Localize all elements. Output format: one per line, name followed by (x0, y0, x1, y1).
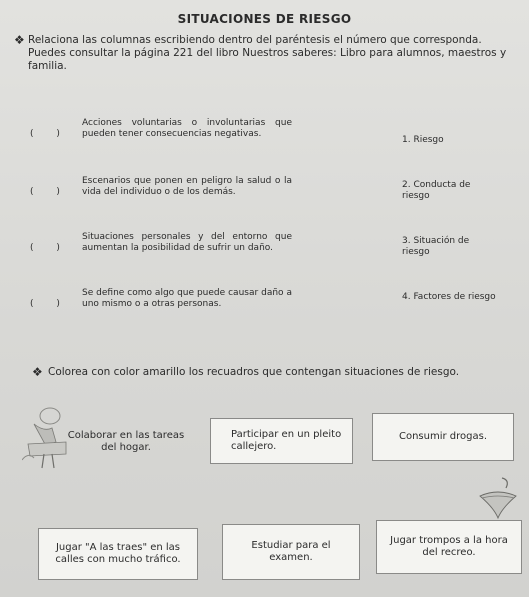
question-row (30, 118, 292, 158)
situation-box[interactable]: Colaborar en las tareas del hogar. (67, 430, 185, 453)
situation-box[interactable]: Jugar trompos a la hora del recreo. (376, 520, 522, 574)
question-row (30, 288, 292, 328)
answer-parenthesis[interactable]: ( ) (30, 243, 70, 253)
instruction-text: Colorea con color amarillo los recuadros que contengan situaciones de riesgo. (48, 366, 460, 378)
diamond-bullet-icon: ❖ (14, 33, 25, 47)
option-factores-de-riesgo: 4. Factores de riesgo (402, 292, 496, 302)
situation-box[interactable]: Consumir drogas. (372, 413, 514, 461)
instruction-match (14, 34, 514, 94)
question-row (30, 232, 292, 272)
situation-box[interactable]: Participar en un pleito callejero. (210, 418, 353, 464)
page-title: SITUACIONES DE RIESGO (177, 12, 352, 26)
answer-parenthesis[interactable]: ( ) (30, 299, 70, 309)
instruction-color (14, 366, 514, 382)
option-riesgo: 1. Riesgo (402, 135, 444, 145)
question-text: Acciones voluntarias o involuntarias que pueden tener consecuencias negativas. (82, 118, 292, 139)
question-row (30, 176, 292, 216)
situation-box[interactable]: Jugar "A las traes" en las calles con mucho tráfico. (38, 528, 198, 580)
question-text: Escenarios que ponen en peligro la salud o la vida del individuo o de los demás. (82, 176, 292, 197)
diamond-bullet-icon: ❖ (32, 365, 43, 379)
question-text: Situaciones personales y del entorno que aumentan la posibilidad de sufrir un daño. (82, 232, 292, 253)
option-conducta-de-riesgo: 2. Conducta de riesgo (402, 180, 471, 201)
question-text: Se define como algo que puede causar daño a uno mismo o a otras personas. (82, 288, 292, 309)
answer-parenthesis[interactable]: ( ) (30, 129, 70, 139)
situation-box[interactable]: Estudiar para el examen. (222, 524, 360, 580)
instruction-text: Relaciona las columnas escribiendo dentro del paréntesis el número que corresponda. Puedes consultar la página 221 del libro Nuestros saberes: Libro para alumnos, maestros y familia. (28, 34, 507, 72)
option-situacion-de-riesgo: 3. Situación de riesgo (402, 236, 470, 257)
answer-parenthesis[interactable]: ( ) (30, 187, 70, 197)
spinning-top-icon (472, 474, 524, 524)
